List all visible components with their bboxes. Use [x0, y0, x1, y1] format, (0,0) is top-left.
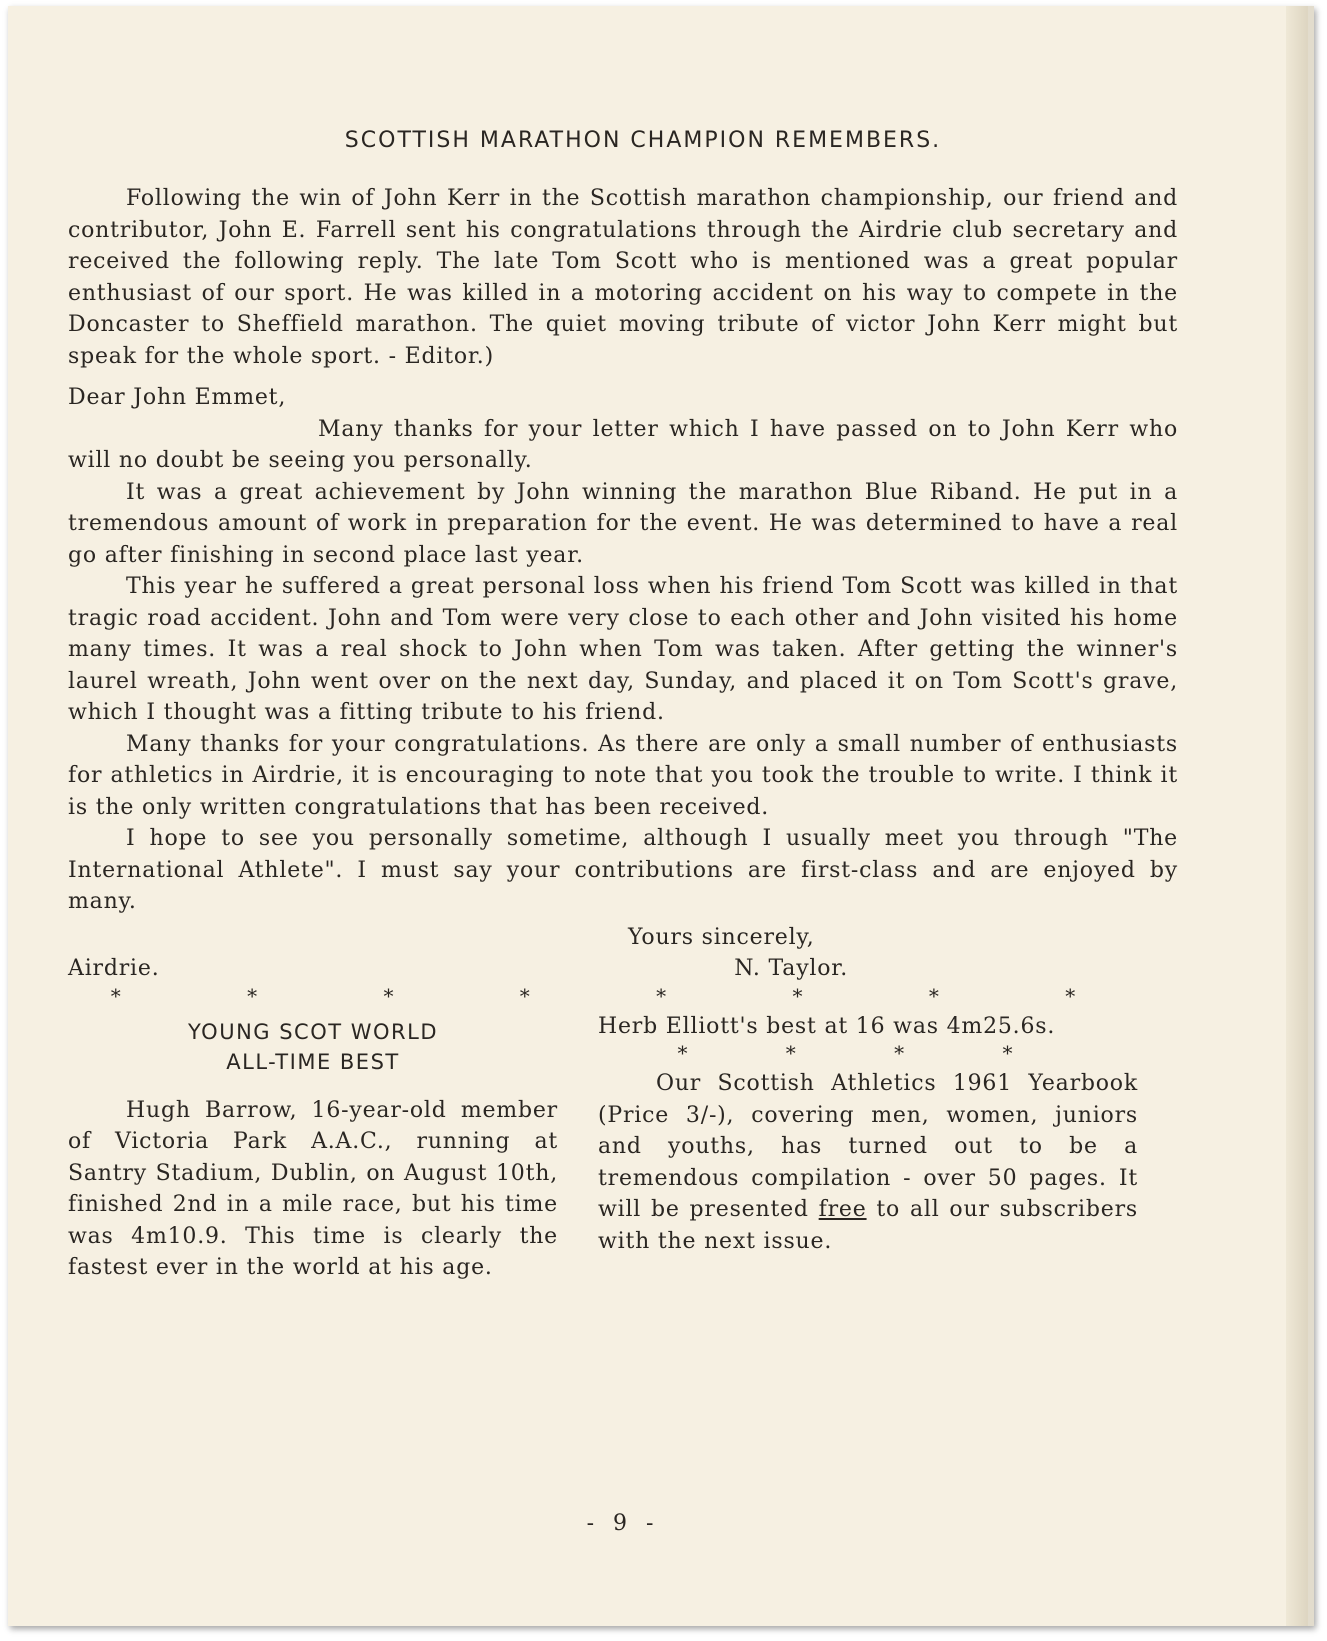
yearbook-note: [598, 1068, 1138, 1257]
yearbook-text-start: Our Scottish Athletics 1961 Yearbook (Price 3/-), covering men, women, juniors and youths, has turned out to be a tremendous compilation - over 50 pages. It will be presented: [598, 1071, 1138, 1222]
page-edge: [1286, 6, 1308, 1626]
young-scot-heading-line1: YOUNG SCOT WORLD: [187, 1019, 439, 1044]
editor-intro: Following the win of John Kerr in the Scottish marathon championship, our friend and contributor, John E. Farrell sent his congratulations through the Airdrie club secretary and received the following reply. The late Tom Scott who is mentioned was a great popular enthusiast of our sport. He was killed in a motoring accident on his way to compete in the Doncaster to Sheffield marathon. The quiet moving tribute of victor John Kerr might but speak for the whole sport. - Editor.): [68, 186, 1178, 369]
letter-place: Airdrie.: [68, 956, 160, 981]
letter-paragraph-4: Many thanks for your congratulations. As there are only a small number of enthusiasts for athletics in Airdrie, it is encouraging to note that you took the trouble to write. I think it is the only written congratulations that has been received.: [68, 731, 1178, 820]
letter-paragraph-1: [68, 414, 1178, 477]
letter-paragraph-3: This year he suffered a great personal loss when his friend Tom Scott was killed in that tragic road accident. John and Tom were very close to each other and John visited his home many times. It was a real shock to John when Tom was taken. After getting the winner's laurel wreath, John went over on the next day, Sunday, and placed it on Tom Scott's grave, which I thought was a fitting tribute to his friend.: [68, 574, 1178, 725]
letter-closing: [68, 922, 1178, 985]
letter-paragraph-5: I hope to see you personally sometime, although I usually meet you through "The International Athlete". I must say your contributions are first-class and are enjoyed by many.: [68, 826, 1178, 914]
right-column: [598, 1011, 1138, 1284]
page-number: - 9 -: [586, 1511, 660, 1536]
letter-paragraph-2: It was a great achievement by John winning the marathon Blue Riband. He put in a tremendous amount of work in preparation for the event. He was determined to have a real go after finishing in second place last year.: [68, 479, 1178, 568]
article-title: SCOTTISH MARATHON CHAMPION REMEMBERS.: [344, 128, 942, 153]
herb-elliott-note: Herb Elliott's best at 16 was 4m25.6s.: [598, 1013, 1056, 1039]
left-column: [68, 1011, 558, 1284]
right-separator: * * * *: [677, 1041, 1059, 1065]
letter-paragraph-1-text: Many thanks for your letter which I have passed on to John Kerr who will no doubt be seeing you personally.: [68, 416, 1178, 473]
page-content: [68, 116, 1178, 1536]
place-signature-row: [68, 953, 1178, 985]
two-column-section: [68, 1011, 1178, 1284]
young-scot-body: Hugh Barrow, 16-year-old member of Victoria Park A.A.C., running at Santry Stadium, Dublin, on August 10th, finished 2nd in a mile race, but his time was 4m10.9. This time is clearly the fastest ever in the world at his age.: [68, 1097, 558, 1280]
letter-signature: N. Taylor.: [734, 956, 848, 981]
page-sheet: [8, 6, 1314, 1626]
section-separator: * * * * * * * *: [110, 983, 1136, 1008]
yearbook-free-underlined: free: [818, 1197, 867, 1222]
letter-salutation: Dear John Emmet,: [68, 385, 287, 410]
young-scot-heading: [68, 1017, 558, 1077]
yearbook-text-end: to all our subscribers with the next issue.: [598, 1197, 1138, 1254]
closing-phrase: Yours sincerely,: [628, 924, 815, 950]
young-scot-heading-line2: ALL-TIME BEST: [226, 1049, 400, 1074]
